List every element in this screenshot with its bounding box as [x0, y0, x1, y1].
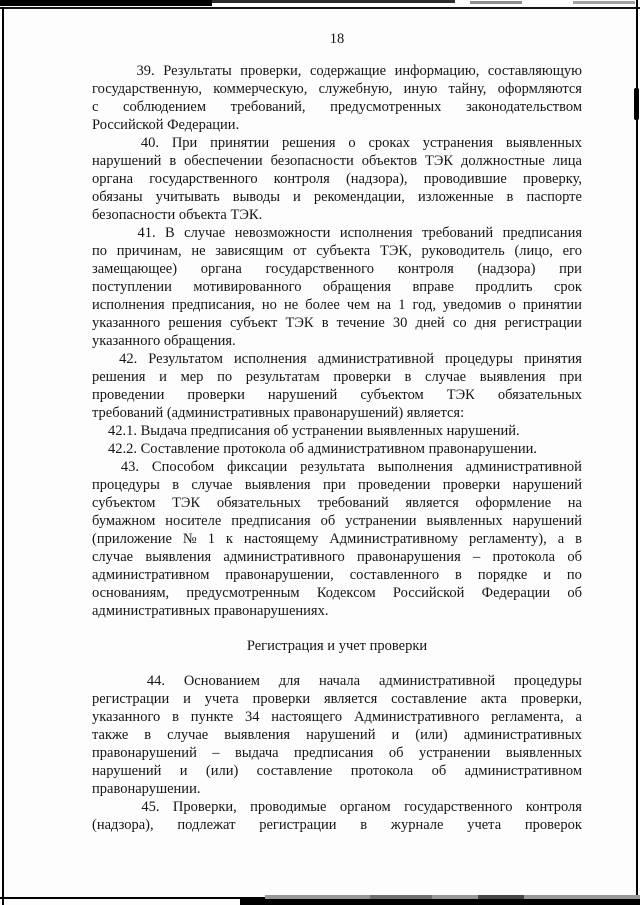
- text-line: 45. Проверки, проводимые органом государственного контроля: [141, 799, 582, 815]
- para-42: [92, 350, 582, 422]
- para-42-1: [92, 422, 582, 440]
- text-line: исполнения предписания, но не более чем на 1 год, уведомив о принятии: [92, 297, 582, 313]
- text-line: 42.1. Выдача предписания об устранении выявленных нарушений.: [108, 423, 520, 439]
- text-line: субъектом ТЭК обязательных требований является оформление на: [92, 495, 582, 511]
- text-line: (приложение № 1 к настоящему Административному регламенту), а в: [92, 531, 582, 547]
- para-43: [92, 458, 582, 620]
- text-line: административном правонарушении, составленного в порядке и по: [92, 567, 582, 583]
- section-heading-registration: Регистрация и учет проверки: [246, 638, 428, 654]
- page-frame-top-line: [0, 7, 640, 9]
- text-line: указанного в пункте 34 настоящего Административного регламента, а: [92, 709, 582, 725]
- para-40: [92, 134, 582, 224]
- text-line: по причинам, не зависящим от субъекта ТЭК, руководитель (лицо, его: [92, 243, 582, 259]
- page-number: 18: [329, 31, 345, 47]
- text-line: 40. При принятии решения о сроках устранения выявленных: [140, 135, 582, 151]
- text-column: [92, 30, 582, 834]
- text-line: (надзора), подлежат регистрации в журнале учета проверок: [92, 817, 582, 833]
- scan-noise-right-edge: [634, 88, 639, 120]
- text-line: бумажном носителе предписания об устранении выявленных нарушений: [92, 513, 582, 529]
- para-42-2: [92, 440, 582, 458]
- para-45: [92, 798, 582, 834]
- text-line: правонарушений – выдача предписания об устранении выявленных: [92, 745, 582, 761]
- para-39: [92, 62, 582, 134]
- text-line: нарушений и (или) составление протокола об административном: [92, 763, 582, 779]
- text-line: 41. В случае невозможности исполнения требований предписания: [137, 225, 582, 241]
- text-line: обязаны учитывать выводы и рекомендации, изложенные в паспорте: [92, 189, 582, 205]
- text-line: основаниям, предусмотренным Кодексом Российской Федерации об: [92, 585, 582, 601]
- text-line: нарушений в обеспечении безопасности объектов ТЭК должностные лица: [92, 153, 582, 169]
- text-line: органа государственного контроля (надзора), проводившие проверку,: [92, 171, 582, 187]
- text-line: безопасности объекта ТЭК.: [92, 207, 263, 223]
- text-line: государственную, коммерческую, служебную, иную тайну, оформляются: [92, 81, 582, 97]
- scan-edge-top-left-band: [0, 0, 212, 6]
- text-line: 42. Результатом исполнения административной процедуры принятия: [119, 351, 582, 367]
- text-line: случае выявления административного правонарушения – протокола об: [92, 549, 582, 565]
- text-line: поступлении мотивированного обращения вправе продлить срок: [92, 279, 582, 295]
- text-line: также в случае выявления нарушений и (или) административных: [92, 727, 582, 743]
- scan-edge-top-gray-segment-right: [573, 1, 635, 4]
- page-frame-right-line: [636, 0, 638, 905]
- text-line: процедуры в случае выявления при проведении проверки нарушений: [92, 477, 582, 493]
- text-line: административных правонарушениях.: [92, 603, 329, 619]
- text-line: 42.2. Составление протокола об административном правонарушении.: [108, 441, 538, 457]
- text-line: замещающее) органа государственного контроля (надзора) при: [92, 261, 582, 277]
- text-line: указанного решения субъект ТЭК в течение 30 дней со дня регистрации: [92, 315, 582, 331]
- text-line: регистрации и учета проверки является составление акта проверки,: [92, 691, 582, 707]
- text-line: 39. Результаты проверки, содержащие информацию, составляющую: [136, 63, 582, 79]
- para-41: [92, 224, 582, 350]
- para-44: [92, 672, 582, 798]
- page-frame-left-line: [2, 7, 4, 905]
- text-line: правонарушении.: [92, 781, 201, 797]
- text-line: проведении проверки нарушений субъектом ТЭК обязательных: [92, 387, 582, 403]
- document-body: [92, 62, 582, 834]
- scan-edge-top-gray-segment: [470, 1, 522, 4]
- text-line: требований (административных правонарушений) является:: [92, 405, 465, 421]
- text-line: решения и мер по результатам проверки в случае выявления при: [92, 369, 582, 385]
- text-line: Российской Федерации.: [92, 117, 240, 133]
- text-line: указанного обращения.: [92, 333, 236, 349]
- text-line: с соблюдением требований, предусмотренных законодательством: [92, 99, 582, 115]
- text-line: 44. Основанием для начала административной процедуры: [146, 673, 582, 689]
- scan-edge-bottom-black-bar: [240, 899, 640, 905]
- text-line: 43. Способом фиксации результата выполнения административной: [120, 459, 582, 475]
- scan-edge-top-band: [212, 0, 455, 3]
